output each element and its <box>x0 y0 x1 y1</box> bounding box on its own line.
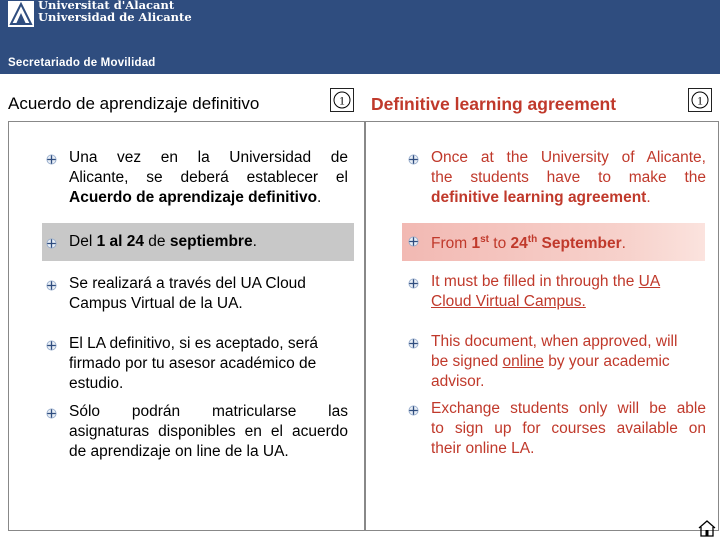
cross-bullet-icon <box>408 236 419 247</box>
left-item-4-line3: estudio. <box>69 375 124 392</box>
left-item-5 <box>46 402 348 462</box>
right-item-3-line2 <box>431 292 706 312</box>
left-item-3 <box>46 274 348 314</box>
left-item-3-line1: Se realizará a través del UA Cloud <box>69 275 306 292</box>
left-item-4-line1: El LA definitivo, si es aceptado, será <box>69 335 319 352</box>
left-item-5-line3: de aprendizaje on line de la UA. <box>69 443 289 460</box>
home-icon[interactable] <box>697 519 717 537</box>
left-item-4 <box>46 334 348 394</box>
right-item-5-line2: to sign up for courses available on <box>431 420 706 437</box>
cross-bullet-icon <box>46 408 57 419</box>
cross-bullet-icon <box>408 405 419 416</box>
right-item-3-line1: It must be filled in through the UA <box>431 273 661 290</box>
right-item-1-line2: the students have to make the <box>431 169 706 186</box>
left-item-1-line1: Una vez en la Universidad de <box>69 149 348 166</box>
circled-number-icon <box>689 89 711 111</box>
right-item-5 <box>408 399 706 459</box>
cross-bullet-icon <box>46 280 57 291</box>
left-item-1-line2: Alicante, se deberá establecer el <box>69 169 348 186</box>
left-item-5-line1: Sólo podrán matricularse las <box>69 403 348 420</box>
left-item-2-text: Del 1 al 24 de septiembre. <box>69 233 257 250</box>
circled-number-icon <box>331 89 353 111</box>
right-item-1 <box>408 148 706 208</box>
right-item-2-text: From 1st to 24th September. <box>431 234 626 253</box>
left-item-2 <box>46 232 348 252</box>
cross-bullet-icon <box>408 154 419 165</box>
right-item-1-line1: Once at the University of Alicante, <box>431 149 706 166</box>
ua-cloud-link[interactable]: UA <box>638 273 661 290</box>
university-name-line1: Universitat d'Alacant <box>38 0 175 12</box>
left-item-4-line2: firmado por tu asesor académico de <box>69 355 317 372</box>
right-title: Definitive learning agreement <box>371 94 617 114</box>
right-item-4-line2: be signed online by your academic <box>431 353 670 370</box>
left-title: Acuerdo de aprendizaje definitivo <box>8 94 260 113</box>
cross-bullet-icon <box>46 154 57 165</box>
right-item-4-line3: advisor. <box>431 373 485 390</box>
university-name <box>38 0 192 23</box>
right-item-5-line1: Exchange students only will be able <box>431 400 706 417</box>
left-item-3-line2: Campus Virtual de la UA. <box>69 295 243 312</box>
ua-cloud-link[interactable]: Cloud Virtual Campus. <box>431 293 586 310</box>
university-logo-icon <box>8 1 34 27</box>
svg-text:1: 1 <box>339 93 345 108</box>
university-name-line2: Universidad de Alicante <box>38 9 192 24</box>
cross-bullet-icon <box>46 340 57 351</box>
header-bar <box>0 0 720 74</box>
slide-number-badge-left <box>330 88 354 112</box>
right-item-4 <box>408 332 706 392</box>
left-item-1 <box>46 148 348 208</box>
right-item-2 <box>408 230 706 254</box>
left-item-5-line2: asignaturas disponibles en el acuerdo <box>69 423 348 440</box>
cross-bullet-icon <box>46 238 57 249</box>
section-title: Secretariado de Movilidad <box>8 57 156 69</box>
cross-bullet-icon <box>408 338 419 349</box>
svg-text:1: 1 <box>697 93 703 108</box>
left-item-1-line3: Acuerdo de aprendizaje definitivo. <box>69 189 322 206</box>
right-item-3 <box>408 272 706 312</box>
cross-bullet-icon <box>408 278 419 289</box>
right-item-1-line3: definitive learning agreement. <box>431 189 651 206</box>
right-item-5-line3: their online LA. <box>431 440 535 457</box>
slide-number-badge-right <box>688 88 712 112</box>
right-item-4-line1: This document, when approved, will <box>431 333 678 350</box>
